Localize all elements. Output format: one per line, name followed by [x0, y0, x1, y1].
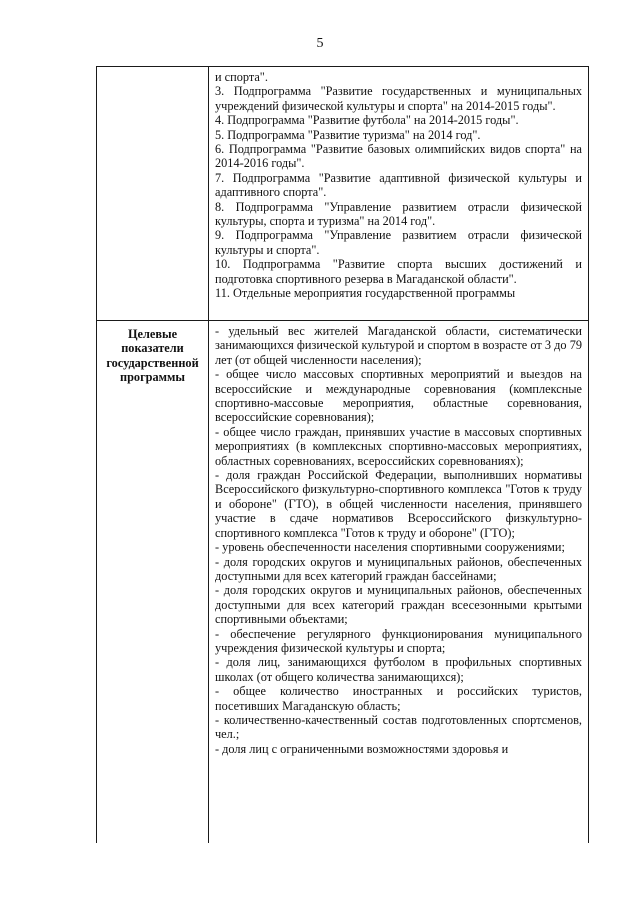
- indicators-heading: Целевые показатели государственной программы: [106, 327, 199, 385]
- page-number: 5: [316, 36, 324, 51]
- subprogram-item: и спорта".: [215, 70, 268, 84]
- indicators-row: [97, 321, 589, 844]
- indicator-item: - уровень обеспеченности населения спортивными сооружениями;: [215, 540, 565, 555]
- subprograms-row: [97, 67, 589, 321]
- indicator-item: - общее число граждан, принявших участие в массовых спортивных мероприятиях (в комплексных спортивно-массовых мероприятиях, областных соревнованиях, всероссийских соревнованиях);: [215, 424, 582, 468]
- indicators-label-cell: [97, 321, 209, 844]
- indicator-item: - общее число массовых спортивных мероприятий и выездов на всероссийские и международные соревнования (комплексные спортивно-массовые мероприятия, областные соревнования, всероссийские соревнования);: [215, 367, 582, 425]
- indicator-item: - доля городских округов и муниципальных районов, обеспеченных доступными для всех категорий граждан всесезонными крытыми спортивными объектами;: [215, 583, 582, 627]
- indicator-item: - обеспечение регулярного функционирования муниципального учреждения физической культуры и спорта;: [215, 626, 582, 655]
- subprogram-item: 5. Подпрограмма "Развитие туризма" на 2014 год".: [215, 127, 481, 142]
- subprograms-list: [209, 67, 588, 301]
- indicators-cell: [209, 321, 589, 844]
- subprogram-item: 3. Подпрограмма "Развитие государственных и муниципальных учреждений физической культуры и спорта" на 2014-2015 годы".: [215, 84, 582, 113]
- subprogram-item: 10. Подпрограмма "Развитие спорта высших достижений и подготовка спортивного резерва в Магаданской области".: [215, 257, 582, 286]
- subprograms-label-cell: [97, 67, 209, 321]
- subprogram-item: 11. Отдельные мероприятия государственной программы: [215, 286, 516, 301]
- subprogram-item: 4. Подпрограмма "Развитие футбола" на 2014-2015 годы".: [215, 113, 519, 128]
- subprogram-item: 6. Подпрограмма "Развитие базовых олимпийских видов спорта" на 2014-2016 годы".: [215, 142, 582, 171]
- subprogram-item: 8. Подпрограмма "Управление развитием отрасли физической культуры, спорта и туризма" на 2014 год".: [215, 199, 582, 229]
- subprogram-item: 9. Подпрограмма "Управление развитием отрасли физической культуры и спорта".: [215, 228, 582, 257]
- indicators-list: [209, 321, 588, 756]
- indicator-item: - доля городских округов и муниципальных районов, обеспеченных доступными для всех категорий граждан бассейнами;: [215, 554, 582, 583]
- indicator-item: - общее количество иностранных и российских туристов, посетивших Магаданскую область;: [215, 684, 582, 713]
- program-passport-table: [96, 66, 589, 843]
- indicator-item: - количественно-качественный состав подготовленных спортсменов, чел.;: [215, 712, 582, 742]
- indicator-item: - удельный вес жителей Магаданской области, систематически занимающихся физической культурой и спортом в возрасте от 3 до 79 лет (от общей численности населения);: [215, 324, 582, 367]
- subprograms-cell: [209, 67, 589, 321]
- indicator-item: - доля лиц, занимающихся футболом в профильных спортивных школах (от общего количества занимающихся);: [215, 655, 582, 684]
- indicator-item: - доля лиц с ограниченными возможностями здоровья и: [215, 741, 509, 756]
- indicator-item: - доля граждан Российской Федерации, выполнивших нормативы Всероссийского физкультурно-спортивного комплекса "Готов к труду и обороне" (ГТО), в общей численности населения, принявшего участие в сдаче нормативов Всероссийского физкультурно-спортивного комплекса "Готов к труду и обороне" (ГТО);: [215, 468, 582, 540]
- subprogram-item: 7. Подпрограмма "Развитие адаптивной физической культуры и адаптивного спорта".: [215, 170, 582, 200]
